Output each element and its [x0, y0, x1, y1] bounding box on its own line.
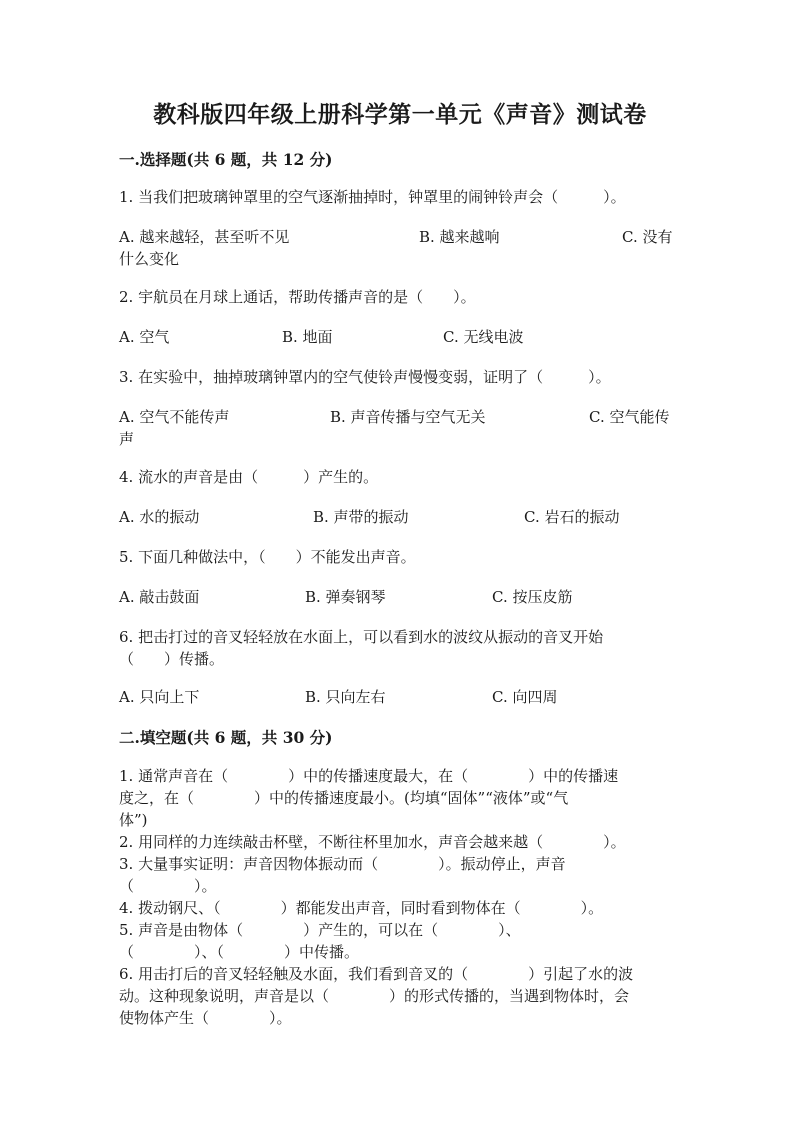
option-b: B. 地面	[282, 328, 333, 346]
fill-line: 1. 通常声音在（ ）中的传播速度最大，在（ ）中的传播速	[119, 767, 619, 785]
question-4-options	[119, 506, 679, 528]
fill-line: 使物体产生（ ）。	[119, 1009, 292, 1027]
fill-line: 5. 声音是由物体（ ）产生的，可以在（ ）、	[119, 921, 521, 939]
question-2-options	[119, 326, 679, 348]
fill-line: 4. 拨动钢尺、（ ）都能发出声音，同时看到物体在（ ）。	[119, 899, 604, 917]
question-1-option-wrap: 什么变化	[119, 250, 180, 268]
option-b: B. 声音传播与空气无关	[330, 408, 486, 426]
question-6-text-wrap: （ ）传播。	[119, 650, 225, 668]
question-3-text: 3. 在实验中，抽掉玻璃钟罩内的空气使铃声慢慢变弱，证明了（ ）。	[119, 368, 611, 386]
fill-line: （ ）、（ ）中传播。	[119, 943, 360, 961]
fill-line: 3. 大量事实证明：声音因物体振动而（ ）。振动停止，声音	[119, 855, 566, 873]
option-c: C. 无线电波	[443, 328, 524, 346]
option-a: A. 空气	[119, 328, 170, 346]
option-a: A. 越来越轻，甚至听不见	[119, 228, 290, 246]
fill-line: 度之，在（ ）中的传播速度最小。(均填“固体”“液体”或“气	[119, 789, 569, 807]
option-a: A. 只向上下	[119, 688, 200, 706]
option-c: C. 岩石的振动	[524, 508, 620, 526]
option-b: B. 弹奏钢琴	[305, 588, 386, 606]
question-5-text: 5. 下面几种做法中，（ ）不能发出声音。	[119, 548, 416, 566]
option-c: C. 空气能传	[589, 408, 670, 426]
fill-line: 动。这种现象说明，声音是以（ ）的形式传播的，当遇到物体时，会	[119, 987, 630, 1005]
option-c: C. 没有	[622, 228, 673, 246]
option-b: B. 只向左右	[305, 688, 386, 706]
question-3-option-wrap: 声	[119, 430, 135, 448]
option-b: B. 声带的振动	[313, 508, 409, 526]
fill-line: 体”)	[119, 811, 148, 829]
fill-line: 2. 用同样的力连续敲击杯壁，不断往杯里加水，声音会越来越（ ）。	[119, 833, 626, 851]
question-6-text: 6. 把击打过的音叉轻轻放在水面上，可以看到水的波纹从振动的音叉开始	[119, 628, 604, 646]
page-title: 教科版四年级上册科学第一单元《声音》测试卷	[153, 101, 647, 128]
question-3-options	[119, 406, 679, 428]
option-a: A. 水的振动	[119, 508, 200, 526]
option-b: B. 越来越响	[419, 228, 500, 246]
fill-line: （ ）。	[119, 877, 217, 895]
option-a: A. 空气不能传声	[119, 408, 230, 426]
question-4-text: 4. 流水的声音是由（ ）产生的。	[119, 468, 379, 486]
question-1-options	[119, 226, 679, 248]
question-2-text: 2. 宇航员在月球上通话，帮助传播声音的是（ ）。	[119, 288, 476, 306]
option-c: C. 向四周	[492, 688, 558, 706]
question-1-text: 1. 当我们把玻璃钟罩里的空气逐渐抽掉时，钟罩里的闹钟铃声会（ ）。	[119, 188, 626, 206]
option-c: C. 按压皮筋	[492, 588, 573, 606]
option-a: A. 敲击鼓面	[119, 588, 200, 606]
fill-line: 6. 用击打后的音叉轻轻触及水面，我们看到音叉的（ ）引起了水的波	[119, 965, 634, 983]
question-5-options	[119, 586, 679, 608]
section-heading-choice: 一.选择题(共 6 题，共 12 分)	[119, 150, 333, 169]
section-heading-fill-blank: 二.填空题(共 6 题，共 30 分)	[119, 728, 333, 747]
question-6-options	[119, 686, 679, 708]
